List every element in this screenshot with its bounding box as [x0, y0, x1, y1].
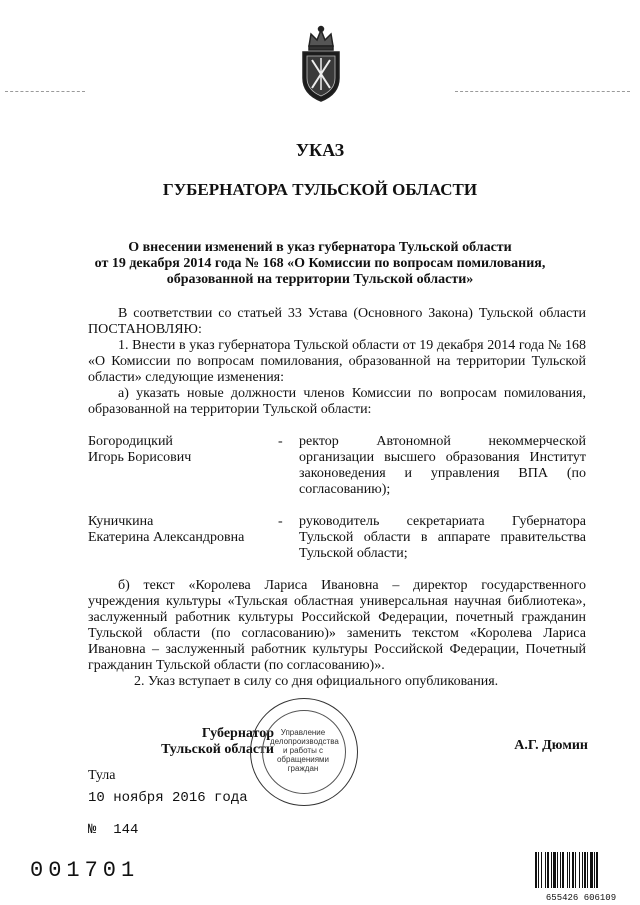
doc-type: УКАЗ — [295, 140, 345, 160]
body-text-bottom — [88, 578, 586, 690]
barcode-bar — [590, 852, 593, 888]
barcode-bar — [582, 852, 583, 888]
barcode-bar — [594, 852, 595, 888]
member-1-given: Игорь Борисович — [88, 450, 192, 465]
barcode-bars — [535, 852, 627, 888]
official-stamp-text: Управление делопроизводства и работы с обращениями граждан — [270, 728, 339, 773]
barcode-bar — [560, 852, 561, 888]
barcode-bar — [596, 852, 598, 888]
member-1-surname: Богородицкий — [88, 434, 173, 449]
subject-line-3: образованной на территории Тульской области» — [166, 272, 474, 287]
signature-title-line-1: Губернатор — [201, 726, 274, 741]
subject-line-2: от 19 декабря 2014 года № 168 «О Комиссии по вопросам помилования, — [94, 256, 546, 271]
barcode-bar — [562, 852, 564, 888]
barcode-bar — [553, 852, 556, 888]
signatory-name: А.Г. Дюмин — [514, 738, 588, 753]
barcode-bar — [541, 852, 542, 888]
member-1-name — [88, 434, 278, 466]
member-1-position: ректор Автономной некоммерческой организации высшего образования Институт законоведения и управления ВПА (по согласованию); — [299, 434, 586, 497]
decree-number: № 144 — [88, 822, 139, 838]
member-2-dash: - — [278, 514, 283, 529]
preamble: В соответствии со статьей 33 Устава (Основного Закона) Тульской области ПОСТАНОВЛЯЮ: — [88, 306, 586, 337]
barcode-bar — [569, 852, 570, 888]
barcode-bar — [575, 852, 576, 888]
body-text-top — [88, 306, 586, 418]
barcode-bar — [535, 852, 537, 888]
barcode-bar — [547, 852, 549, 888]
doc-issuer: ГУБЕРНАТОРА ТУЛЬСКОЙ ОБЛАСТИ — [162, 180, 478, 199]
date: 10 ноября 2016 года — [88, 790, 248, 806]
item-1b: б) текст «Королева Лариса Ивановна – директор государственного учреждения культуры «Тульская областная универсальная научная библиотека», заслуженный работник культуры Российской Федерации, почетный гражданин Тульской области (по согласованию)» заменить текстом «Королева Лариса Ивановна – заслуженный работник культуры Российской Федерации, Почетный гражданин Тульской области (по согласованию)». — [88, 578, 586, 673]
barcode-bar — [551, 852, 552, 888]
barcode-bar — [572, 852, 574, 888]
barcode-digits: 655426 606109 — [545, 893, 617, 903]
item-1: 1. Внести в указ губернатора Тульской области от 19 декабря 2014 года № 168 «О Комиссии по вопросам помилования, образованной на территории Тульской области» следующие изменения: — [88, 338, 586, 385]
item-2: 2. Указ вступает в силу со дня официального опубликования. — [134, 674, 499, 689]
coat-of-arms-icon — [297, 24, 345, 104]
item-1a: а) указать новые должности членов Комиссии по вопросам помилования, образованной на территории Тульской области: — [88, 386, 586, 417]
member-2-surname: Куничкина — [88, 514, 154, 529]
doc-subject — [60, 240, 580, 288]
barcode-bar — [584, 852, 586, 888]
subject-line-1: О внесении изменений в указ губернатора Тульской области — [128, 240, 512, 255]
serial-number: 001701 — [30, 858, 140, 883]
barcode-bar — [557, 852, 558, 888]
member-2-position: руководитель секретариата Губернатора Тульской области в аппарате правительства Тульской области; — [299, 514, 586, 561]
header-rule-left — [5, 91, 85, 92]
member-2-given: Екатерина Александровна — [88, 530, 245, 545]
barcode-bar — [567, 852, 568, 888]
place: Тула — [88, 768, 116, 783]
signature-title-line-2: Тульской области — [161, 742, 274, 757]
member-1-dash: - — [278, 434, 283, 449]
barcode-bar — [538, 852, 539, 888]
barcode-bar — [587, 852, 588, 888]
barcode-bar — [579, 852, 580, 888]
header-rule-right — [455, 91, 630, 92]
barcode — [535, 852, 627, 903]
barcode-bar — [545, 852, 546, 888]
member-2-name — [88, 514, 278, 546]
